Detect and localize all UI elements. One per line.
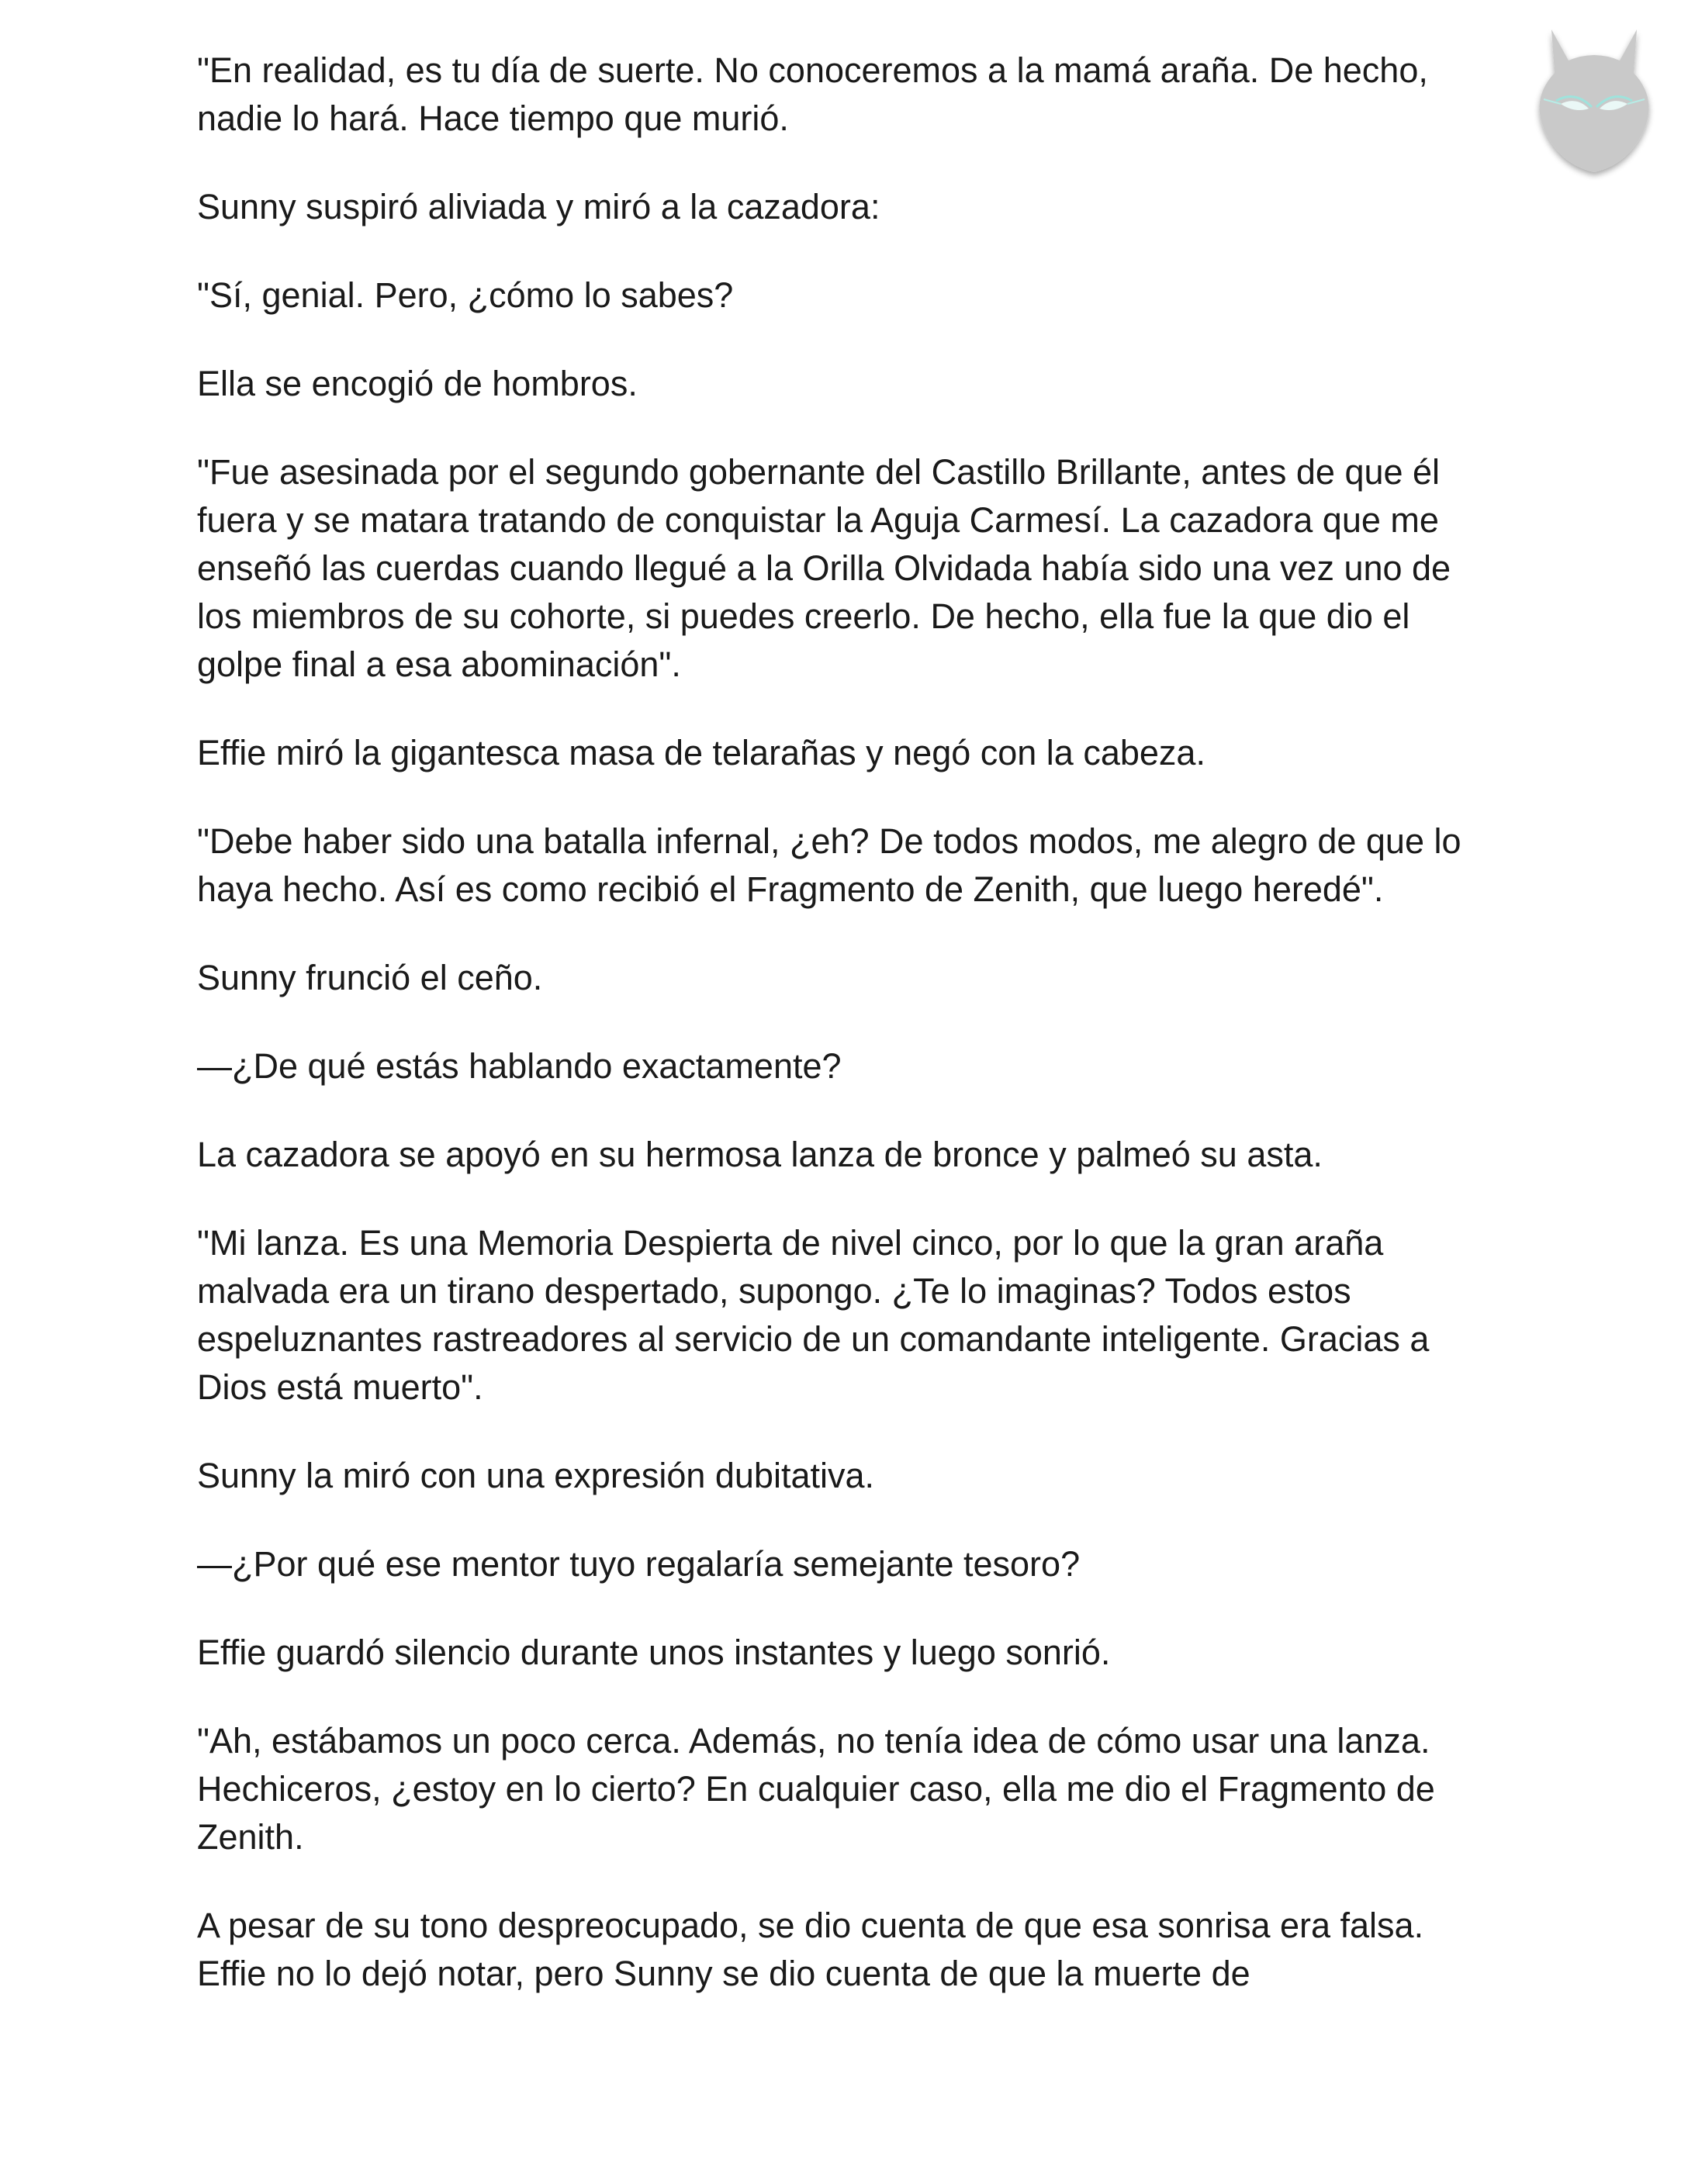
paragraph: —¿De qué estás hablando exactamente? (197, 1046, 842, 1086)
document-body (197, 47, 1500, 2038)
paragraph: La cazadora se apoyó en su hermosa lanza de bronce y palmeó su asta. (197, 1135, 1323, 1174)
paragraph: Sunny la miró con una expresión dubitativa. (197, 1456, 875, 1495)
paragraph: "Sí, genial. Pero, ¿cómo lo sabes? (197, 275, 734, 315)
paragraph: Ella se encogió de hombros. (197, 364, 638, 403)
paragraph: Sunny suspiró aliviada y miró a la cazadora: (197, 187, 880, 226)
paragraph: "Fue asesinada por el segundo gobernante del Castillo Brillante, antes de que él fuera y se matara tratando de conquistar la Aguja Carmesí. La cazadora que me enseñó las cuerdas cuando llegué a la Orilla Olvidada había sido una vez uno de los miembros de su cohorte, si puedes creerlo. De hecho, ella fue la que dio el golpe final a esa abominación". (197, 452, 1451, 684)
paragraph: "En realidad, es tu día de suerte. No conoceremos a la mamá araña. De hecho, nadie lo hará. Hace tiempo que murió. (197, 50, 1428, 138)
paragraph: Sunny frunció el ceño. (197, 958, 543, 997)
paragraph: "Ah, estábamos un poco cerca. Además, no tenía idea de cómo usar una lanza. Hechiceros, ¿estoy en lo cierto? En cualquier caso, ella me dio el Fragmento de Zenith. (197, 1721, 1435, 1857)
paragraph: "Mi lanza. Es una Memoria Despierta de nivel cinco, por lo que la gran araña malvada era un tirano despertado, supongo. ¿Te lo imaginas? Todos estos espeluznantes rastreadores al servicio de un comandante inteligente. Gracias a Dios está muerto". (197, 1223, 1430, 1407)
paragraph: Effie miró la gigantesca masa de telarañas y negó con la cabeza. (197, 733, 1205, 772)
demon-head-icon (1520, 12, 1668, 183)
paragraph: Effie guardó silencio durante unos instantes y luego sonrió. (197, 1633, 1111, 1672)
paragraph: "Debe haber sido una batalla infernal, ¿eh? De todos modos, me alegro de que lo haya hecho. Así es como recibió el Fragmento de Zenith, que luego heredé". (197, 821, 1461, 909)
paragraph: A pesar de su tono despreocupado, se dio cuenta de que esa sonrisa era falsa. Effie no lo dejó notar, pero Sunny se dio cuenta de que la muerte de (197, 1906, 1424, 1993)
watermark-logo (1520, 12, 1668, 183)
paragraph: —¿Por qué ese mentor tuyo regalaría semejante tesoro? (197, 1544, 1081, 1584)
